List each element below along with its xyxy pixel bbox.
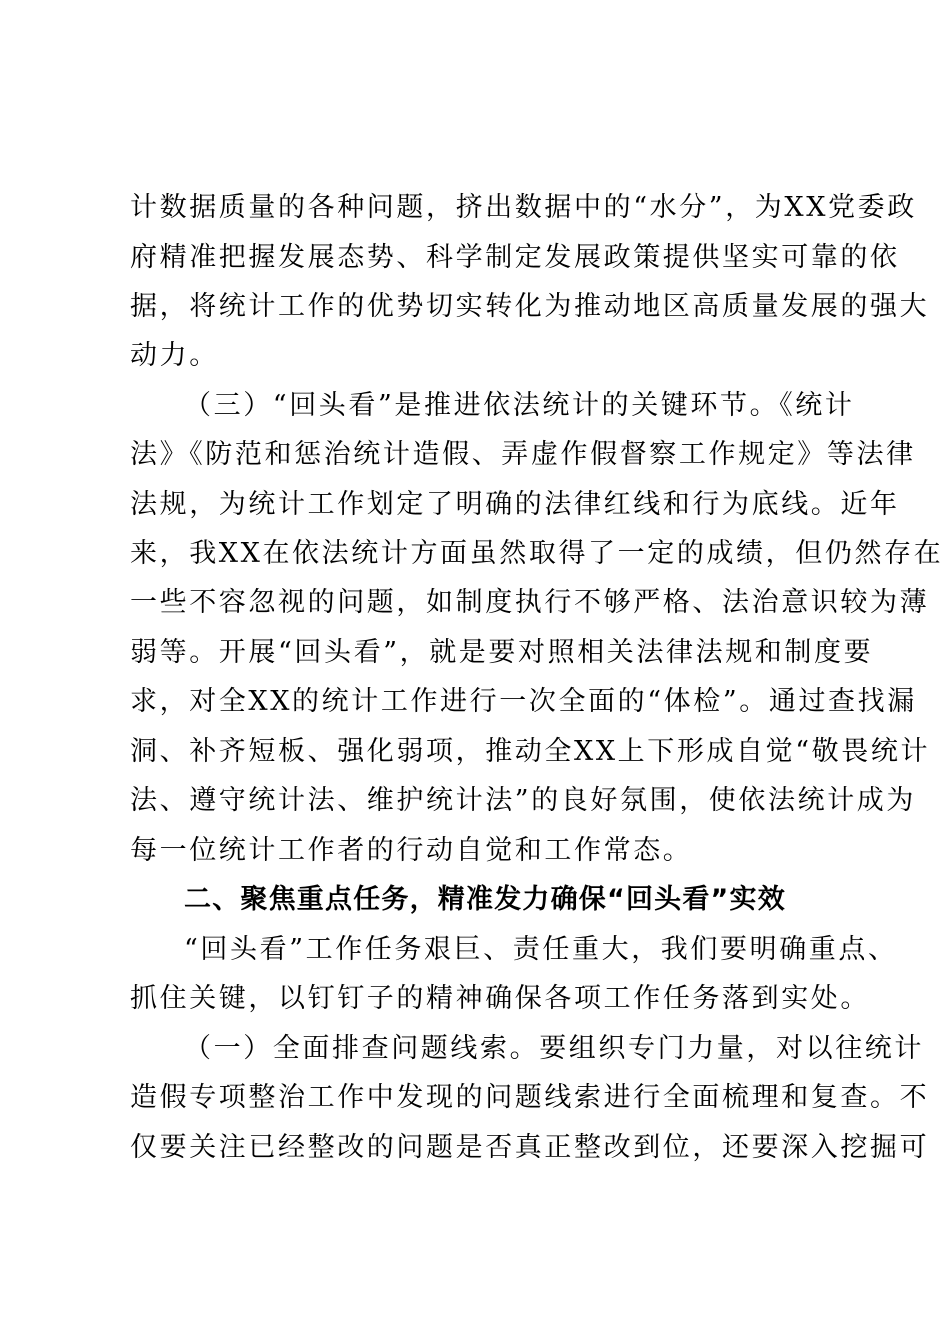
body-text-line: 一些不容忽视的问题，如制度执行不够严格、法治意识较为薄 [130, 587, 930, 618]
body-text-line: 法、遵守统计法、维护统计法”的良好氛围，使依法统计成为 [130, 785, 917, 816]
section-heading: 二、聚焦重点任务，精准发力确保“回头看”实效 [184, 884, 786, 915]
body-text-line: 动力。 [130, 340, 219, 371]
body-text-line: 造假专项整治工作中发现的问题线索进行全面梳理和复查。不 [130, 1082, 930, 1113]
section-paragraph-start: （三）“回头看”是推进依法统计的关键环节。《统计 [184, 390, 855, 421]
body-text-line: 来，我XX在依法统计方面虽然取得了一定的成绩，但仍然存在 [130, 538, 944, 569]
body-text-line: 每一位统计工作者的行动自觉和工作常态。 [130, 835, 693, 866]
body-text-line: 法规，为统计工作划定了明确的法律红线和行为底线。近年 [130, 489, 900, 520]
body-text-line: 洞、补齐短板、强化弱项，推动全XX上下形成自觉“敬畏统计 [130, 736, 931, 767]
body-text-line: 仅要关注已经整改的问题是否真正整改到位，还要深入挖掘可 [130, 1132, 930, 1163]
body-text-line: 弱等。开展“回头看”，就是要对照相关法律法规和制度要 [130, 637, 874, 668]
subsection-paragraph-start: （一）全面排查问题线索。要组织专门力量，对以往统计 [184, 1033, 924, 1064]
body-text-line: 抓住关键，以钉钉子的精神确保各项工作任务落到实处。 [130, 983, 870, 1014]
body-text-line: 计数据质量的各种问题，挤出数据中的“水分”，为XX党委政 [130, 192, 917, 223]
paragraph-start: “回头看”工作任务艰巨、责任重大，我们要明确重点、 [184, 934, 898, 965]
body-text-line: 法》《防范和惩治统计造假、弄虚作假督察工作规定》等法律 [130, 439, 916, 470]
body-text-line: 据，将统计工作的优势切实转化为推动地区高质量发展的强大 [130, 291, 930, 322]
body-text-line: 求，对全XX的统计工作进行一次全面的“体检”。通过查找漏 [130, 686, 917, 717]
body-text-line: 府精准把握发展态势、科学制定发展政策提供坚实可靠的依 [130, 242, 900, 273]
